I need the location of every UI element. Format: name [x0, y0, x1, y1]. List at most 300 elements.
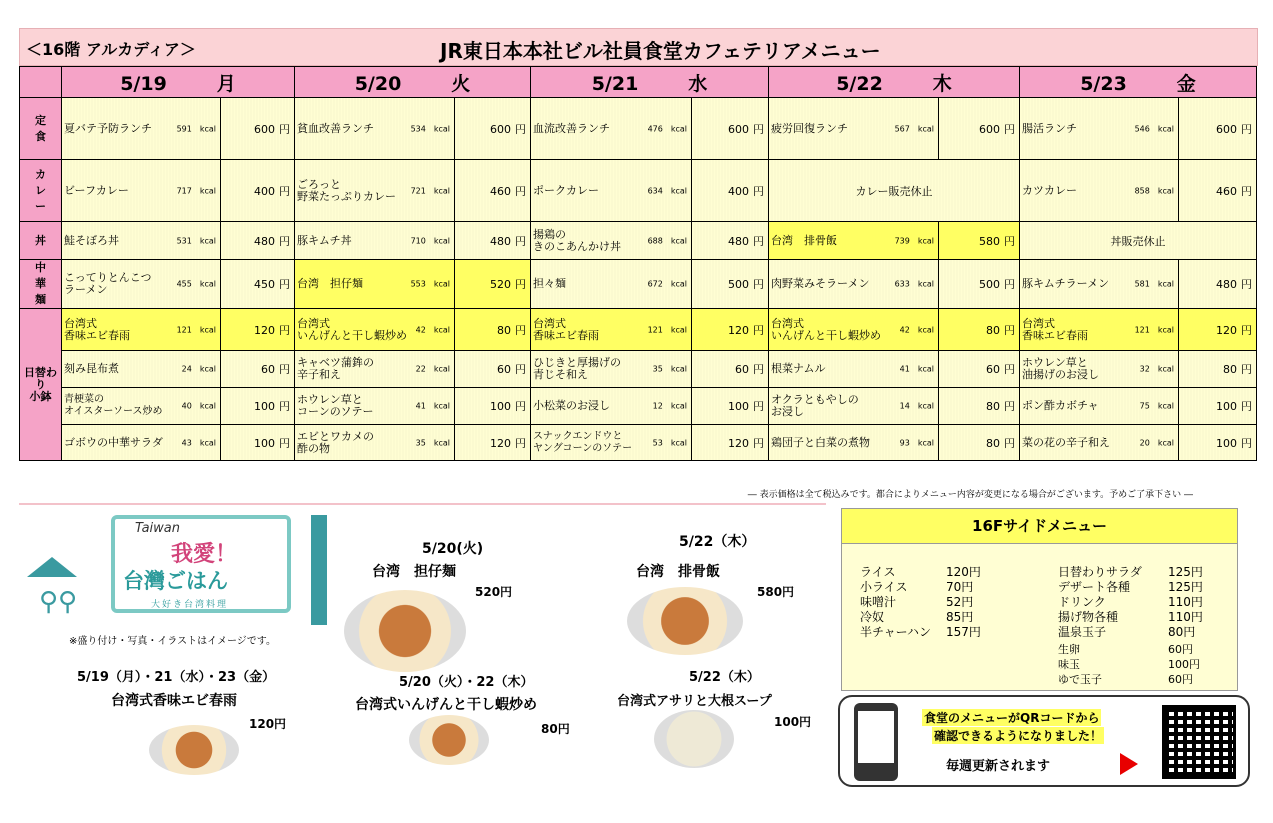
item-kcal [177, 280, 216, 289]
kcal-unit: kcal [433, 438, 450, 447]
kcal-value: 40 [181, 401, 192, 411]
kcal-unit: kcal [433, 279, 450, 289]
menu-item [531, 388, 692, 425]
kcal-value: 32 [1139, 364, 1150, 374]
item-price [254, 398, 290, 414]
dish4-date: 5/20（火）・22（木） [399, 675, 534, 690]
item-price-cell [221, 388, 295, 425]
price-value: 120 [254, 323, 275, 337]
item-price [254, 322, 290, 338]
price-value: 60 [986, 363, 1000, 376]
kcal-unit: kcal [1157, 186, 1174, 195]
kcal-unit: kcal [433, 186, 450, 195]
item-kcal [900, 438, 934, 447]
item-name: 台湾式 いんげんと干し蝦炒め [297, 316, 407, 342]
menu-row [20, 260, 1257, 309]
dish5-name: 台湾式アサリと大根スープ [617, 694, 772, 709]
menu-row [20, 160, 1257, 222]
price-value: 100 [1216, 400, 1237, 413]
price-unit: 円 [753, 400, 764, 413]
dish5-price: 100円 [774, 715, 812, 729]
item-kcal [182, 438, 216, 447]
item-price-cell [939, 388, 1020, 425]
price-unit: 円 [753, 184, 764, 198]
item-price-cell [939, 351, 1020, 388]
item-price [1216, 276, 1252, 292]
item-name: ひじきと厚揚げの 青じそ和え [533, 356, 621, 381]
menu-item [62, 351, 221, 388]
item-price-cell [455, 222, 531, 260]
kcal-unit: kcal [1157, 364, 1174, 374]
price-value: 460 [1216, 184, 1237, 198]
item-kcal [648, 186, 687, 195]
price-unit: 円 [515, 278, 526, 291]
item-price-cell [455, 309, 531, 351]
menu-row [20, 222, 1257, 260]
price-unit: 円 [1004, 363, 1015, 376]
item-price-cell [455, 98, 531, 160]
price-value: 460 [490, 184, 511, 198]
item-price-cell [455, 425, 531, 461]
item-price [490, 121, 526, 137]
item-price [261, 361, 290, 377]
price-unit: 円 [515, 363, 526, 376]
menu-item [295, 309, 455, 351]
menu-item [531, 351, 692, 388]
category-chuka: 中 華 麺 [20, 260, 62, 309]
dish5-photo [654, 710, 734, 768]
item-price-cell [1179, 160, 1257, 222]
item-kcal [1135, 124, 1174, 133]
kcal-value: 14 [899, 401, 910, 411]
item-name: エビとワカメの 酢の物 [297, 429, 374, 455]
price-unit: 円 [1241, 436, 1252, 450]
price-unit: 円 [515, 323, 526, 337]
category-curry: カ レ ー [20, 160, 62, 222]
item-price-cell [692, 425, 769, 461]
kcal-value: 43 [181, 438, 192, 447]
item-price-cell [221, 222, 295, 260]
menu-item [769, 309, 939, 351]
item-name: 豚キムチ丼 [297, 233, 352, 247]
dish2-date: 5/22（木） [679, 534, 756, 550]
price-unit: 円 [279, 234, 290, 248]
item-name: 肉野菜みそラーメン [771, 277, 870, 290]
item-price [728, 183, 764, 199]
menu-row [20, 309, 1257, 351]
price-value: 600 [1216, 122, 1237, 136]
menu-item [1020, 388, 1179, 425]
item-kcal [900, 365, 934, 374]
item-price-cell [221, 260, 295, 309]
price-unit: 円 [1004, 122, 1015, 136]
dish2-photo [627, 587, 743, 655]
side-menu-title: 16Fサイドメニュー [842, 509, 1237, 544]
kcal-value: 553 [410, 279, 426, 289]
side-egg-prices: 60円 100円 60円 [1168, 643, 1200, 686]
price-value: 500 [728, 278, 749, 291]
kcal-value: 534 [410, 124, 426, 133]
menu-item [531, 260, 692, 309]
item-name: 台湾 担仔麺 [297, 277, 363, 290]
menu-item [295, 222, 455, 260]
item-price-cell [221, 425, 295, 461]
item-price-cell [221, 160, 295, 222]
kcal-value: 121 [176, 325, 192, 334]
item-price [490, 276, 526, 292]
item-price [497, 361, 526, 377]
price-value: 80 [1223, 363, 1237, 376]
item-price [254, 121, 290, 137]
item-kcal [653, 402, 687, 411]
menu-item [295, 425, 455, 461]
price-unit: 円 [279, 436, 290, 450]
item-price-cell [939, 222, 1020, 260]
day-date: 5/21 [591, 72, 639, 95]
qr-text-line2: 確認できるようになりました！ [934, 729, 1103, 743]
item-price [728, 435, 764, 451]
kcal-unit: kcal [670, 438, 687, 447]
day-header [769, 67, 1020, 98]
item-name: 根菜ナムル [771, 362, 826, 375]
price-value: 480 [728, 234, 749, 248]
kcal-value: 121 [647, 325, 663, 334]
item-kcal [411, 124, 450, 133]
dish3-date: 5/19（月）・21（水）・23（金） [77, 670, 276, 685]
price-value: 520 [490, 278, 511, 291]
price-unit: 円 [1004, 323, 1015, 337]
item-price-cell [455, 260, 531, 309]
item-price [728, 322, 764, 338]
item-kcal [416, 365, 450, 374]
price-value: 450 [254, 278, 275, 291]
menu-item [769, 260, 939, 309]
item-name: ビーフカレー [64, 183, 129, 197]
day-header [1020, 67, 1257, 98]
price-value: 600 [728, 122, 749, 136]
price-unit: 円 [1241, 122, 1252, 136]
price-unit: 円 [753, 122, 764, 136]
kcal-unit: kcal [670, 124, 687, 133]
qr-code[interactable] [1162, 705, 1236, 779]
taipei101-icon [311, 515, 327, 625]
item-price [497, 322, 526, 338]
item-price-cell [692, 98, 769, 160]
item-name: キャベツ蒲鉾の 辛子和え [297, 356, 374, 381]
price-value: 100 [490, 400, 511, 413]
bicycle-icon: ⚲⚲ [39, 587, 78, 617]
kcal-value: 22 [415, 364, 426, 374]
price-unit: 円 [753, 234, 764, 248]
item-price [490, 398, 526, 414]
menu-item [769, 388, 939, 425]
kcal-value: 858 [1134, 186, 1150, 195]
menu-item [1020, 160, 1179, 222]
item-price [979, 121, 1015, 137]
price-unit: 円 [1241, 363, 1252, 376]
kcal-unit: kcal [1157, 325, 1174, 334]
item-price-cell [455, 388, 531, 425]
taiwan-fair-banner [19, 503, 826, 782]
kcal-unit: kcal [917, 279, 934, 289]
kcal-unit: kcal [917, 325, 934, 334]
day-date: 5/19 [120, 72, 167, 95]
menu-item [531, 98, 692, 160]
item-price [254, 276, 290, 292]
kcal-value: 634 [647, 186, 663, 195]
kcal-unit: kcal [1157, 279, 1174, 289]
side-egg-names: 生卵 味玉 ゆで玉子 [1058, 643, 1102, 686]
kcal-unit: kcal [670, 325, 687, 334]
kcal-unit: kcal [670, 279, 687, 289]
kcal-value: 531 [176, 236, 192, 245]
item-price [1216, 435, 1252, 451]
taipei-building-icon [27, 527, 77, 577]
price-unit: 円 [279, 122, 290, 136]
item-price-cell [221, 98, 295, 160]
item-price [1216, 322, 1252, 338]
kcal-value: 710 [410, 236, 426, 245]
item-name: 鮭そぼろ丼 [64, 233, 119, 247]
item-kcal [177, 236, 216, 245]
kcal-unit: kcal [670, 186, 687, 195]
menu-item [531, 309, 692, 351]
dish2-price: 580円 [757, 585, 795, 599]
item-kcal [900, 325, 934, 334]
item-price-cell [221, 309, 295, 351]
smartphone-icon [854, 703, 898, 781]
item-price-cell [1179, 388, 1257, 425]
item-name: 刻み昆布煮 [64, 362, 119, 375]
menu-item [1020, 425, 1179, 461]
item-price [1216, 183, 1252, 199]
item-price [490, 233, 526, 249]
kcal-value: 24 [181, 364, 192, 374]
menu-row [20, 351, 1257, 388]
price-unit: 円 [515, 400, 526, 413]
menu-item [295, 260, 455, 309]
kcal-unit: kcal [917, 236, 934, 245]
qr-text-line3: 毎週更新されます [946, 759, 1051, 774]
item-price-cell [939, 425, 1020, 461]
price-unit: 円 [279, 363, 290, 376]
item-price [735, 361, 764, 377]
price-unit: 円 [1004, 278, 1015, 291]
price-unit: 円 [1241, 278, 1252, 291]
menu-item [1020, 351, 1179, 388]
qr-info-box [838, 695, 1250, 787]
header-bar [19, 28, 1258, 66]
menu-item [295, 160, 455, 222]
item-price-cell [692, 260, 769, 309]
kcal-value: 41 [899, 364, 910, 374]
item-name: 青梗菜の オイスターソース炒め [64, 394, 163, 417]
item-price-cell [939, 260, 1020, 309]
item-kcal [416, 325, 450, 334]
menu-item [62, 260, 221, 309]
price-value: 480 [254, 234, 275, 248]
item-name: 夏バテ予防ランチ [64, 121, 152, 135]
item-price [1223, 361, 1252, 377]
kcal-value: 591 [176, 124, 192, 133]
kcal-value: 455 [176, 279, 192, 289]
price-unit: 円 [1241, 323, 1252, 337]
kcal-unit: kcal [1157, 124, 1174, 133]
item-price-cell [1179, 98, 1257, 160]
dish3-name: 台湾式香味エビ春雨 [111, 693, 237, 709]
menu-row [20, 388, 1257, 425]
item-name: 菜の花の辛子和え [1022, 435, 1110, 449]
kcal-unit: kcal [670, 401, 687, 411]
item-price-cell [221, 351, 295, 388]
item-price [728, 276, 764, 292]
price-value: 100 [254, 400, 275, 413]
item-name: カツカレー [1022, 183, 1077, 197]
kcal-unit: kcal [199, 438, 216, 447]
floor-label: ＜16階 アルカディア＞ [26, 40, 196, 59]
price-value: 100 [254, 436, 275, 450]
item-price [254, 435, 290, 451]
price-unit: 円 [515, 234, 526, 248]
qr-text-line1: 食堂のメニューがQRコードから [924, 711, 1100, 725]
menu-item [295, 351, 455, 388]
price-unit: 円 [515, 436, 526, 450]
day-weekday: 月 [216, 72, 236, 95]
taiwan-logo: Taiwan 我愛！ 台灣ごはん 大好き台湾料理 [111, 515, 291, 613]
item-kcal [895, 236, 934, 245]
item-name: 疲労回復ランチ [771, 121, 848, 135]
item-price [728, 398, 764, 414]
dish1-photo [344, 590, 466, 672]
menu-item [769, 98, 939, 160]
price-value: 120 [1216, 323, 1237, 337]
kcal-unit: kcal [199, 186, 216, 195]
price-unit: 円 [1004, 234, 1015, 248]
item-kcal [1135, 186, 1174, 195]
item-kcal [177, 124, 216, 133]
dish5-date: 5/22（木） [689, 670, 760, 685]
item-name: ポークカレー [533, 183, 599, 197]
kcal-unit: kcal [199, 236, 216, 245]
price-value: 60 [497, 363, 511, 376]
menu-item [62, 309, 221, 351]
item-kcal [1140, 365, 1174, 374]
dish1-name: 台湾 担仔麺 [372, 564, 456, 580]
side-right-names: 日替わりサラダ デザート各種 ドリンク 揚げ物各種 温泉玉子 [1058, 565, 1142, 639]
item-name: 台湾式 いんげんと干し蝦炒め [771, 316, 881, 342]
item-kcal [177, 186, 216, 195]
price-unit: 円 [515, 184, 526, 198]
item-price-cell [1179, 260, 1257, 309]
kcal-unit: kcal [199, 124, 216, 133]
price-unit: 円 [279, 323, 290, 337]
kcal-unit: kcal [917, 124, 934, 133]
item-name: ポン酢カボチャ [1022, 399, 1099, 412]
price-unit: 円 [279, 278, 290, 291]
price-value: 80 [986, 436, 1000, 450]
day-header-row [20, 67, 1257, 98]
kcal-unit: kcal [199, 279, 216, 289]
kcal-value: 41 [415, 401, 426, 411]
kcal-value: 53 [652, 438, 663, 447]
item-price [728, 233, 764, 249]
menu-item [531, 160, 692, 222]
item-price-cell [692, 388, 769, 425]
dish1-price: 520円 [475, 585, 513, 599]
kcal-unit: kcal [917, 364, 934, 374]
price-value: 600 [254, 122, 275, 136]
kcal-unit: kcal [433, 236, 450, 245]
menu-table [19, 66, 1257, 461]
price-value: 400 [728, 184, 749, 198]
item-kcal [1140, 402, 1174, 411]
kcal-unit: kcal [670, 364, 687, 374]
menu-row [20, 425, 1257, 461]
day-date: 5/23 [1080, 72, 1127, 95]
item-name: 腸活ランチ [1022, 121, 1077, 135]
item-kcal [182, 402, 216, 411]
item-name: 台湾式 香味エビ春雨 [533, 316, 599, 342]
kcal-unit: kcal [199, 325, 216, 334]
image-disclaimer: ※盛り付け・写真・イラストはイメージです。 [69, 636, 276, 647]
kcal-value: 35 [415, 438, 426, 447]
item-kcal [411, 280, 450, 289]
item-kcal [648, 325, 687, 334]
item-name: 貧血改善ランチ [297, 121, 374, 135]
kcal-value: 42 [415, 325, 426, 334]
item-name: 揚鶏の きのこあんかけ丼 [533, 227, 621, 253]
item-price-cell [1179, 309, 1257, 351]
item-name: スナックエンドウと ヤングコーンのソテー [533, 430, 633, 454]
menu-item [62, 388, 221, 425]
menu-item [62, 98, 221, 160]
kcal-value: 93 [899, 438, 910, 447]
menu-item [1020, 309, 1179, 351]
sold-out-message: 丼販売休止 [1020, 222, 1257, 260]
kcal-unit: kcal [917, 401, 934, 411]
kcal-value: 633 [894, 279, 910, 289]
item-kcal [653, 438, 687, 447]
day-weekday: 火 [451, 72, 471, 95]
item-kcal [900, 402, 934, 411]
kcal-value: 672 [647, 279, 663, 289]
item-name: 豚キムチラーメン [1022, 277, 1110, 290]
price-value: 120 [728, 436, 749, 450]
price-unit: 円 [515, 122, 526, 136]
kcal-value: 121 [1134, 325, 1150, 334]
menu-row [20, 98, 1257, 160]
tax-note: ― 表示価格は全て税込みです。都合によりメニュー内容が変更になる場合がございます。予めご了承下さい ― [747, 490, 1193, 500]
item-name: 鶏団子と白菜の煮物 [771, 435, 870, 449]
item-name: ホウレン草と コーンのソテー [297, 393, 374, 418]
price-value: 500 [979, 278, 1000, 291]
kcal-value: 42 [899, 325, 910, 334]
kcal-unit: kcal [1157, 438, 1174, 447]
item-price [254, 233, 290, 249]
day-header [295, 67, 531, 98]
price-value: 60 [735, 363, 749, 376]
menu-item [531, 222, 692, 260]
item-kcal [177, 325, 216, 334]
item-price-cell [692, 309, 769, 351]
price-value: 80 [986, 323, 1000, 337]
kcal-value: 35 [652, 364, 663, 374]
menu-item [1020, 260, 1179, 309]
item-price [986, 435, 1015, 451]
price-unit: 円 [1241, 184, 1252, 198]
price-value: 120 [728, 323, 749, 337]
item-kcal [411, 236, 450, 245]
